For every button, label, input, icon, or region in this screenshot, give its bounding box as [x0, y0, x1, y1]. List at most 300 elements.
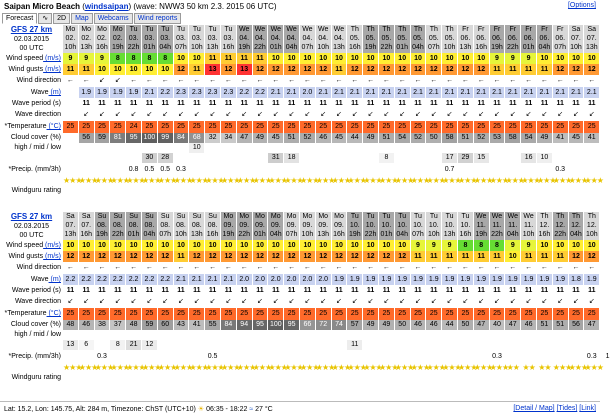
cell: 11 [490, 285, 506, 296]
cell: 49 [537, 133, 553, 143]
label-text: Wave direction [14, 298, 61, 305]
label-text: Windguru rating [11, 374, 61, 381]
cell [379, 340, 395, 350]
tides-link[interactable]: [Tides] [556, 405, 578, 412]
cell [332, 153, 348, 163]
cell: 13 [205, 64, 221, 75]
cell: 10 [458, 53, 474, 64]
cell: 56 [569, 320, 585, 330]
cell [474, 330, 490, 340]
rating-stars: ★★★ [363, 363, 379, 393]
cell [300, 350, 316, 363]
cell: 13h [63, 230, 79, 240]
cell: 0.3 [174, 163, 190, 176]
rating-stars: ★★★ [553, 363, 569, 393]
cell: 0.3 [95, 350, 111, 363]
cell [411, 143, 427, 153]
cell: 58 [505, 133, 521, 143]
cell: 25 [95, 308, 111, 320]
cell: 08. [126, 221, 142, 230]
cell: 11 [537, 251, 553, 262]
cell: 46 [426, 320, 442, 330]
cell: 2.1 [379, 87, 395, 98]
cell: 12 [584, 251, 600, 262]
cell: 06. [458, 34, 474, 43]
cell: 19h [95, 230, 111, 240]
cell [395, 143, 411, 153]
rating-stars: ★★★ [490, 363, 506, 393]
cell: Mo [63, 25, 79, 34]
rating-stars: ★★★ [458, 363, 474, 393]
label-cloud-mid [0, 143, 63, 153]
cell: 11 [284, 285, 300, 296]
wind-arrow-icon: ← [395, 262, 411, 274]
cell: 25 [158, 121, 174, 133]
cell: 02. [110, 34, 126, 43]
rating-stars: ★★★ [474, 363, 490, 393]
cell: 22h [490, 230, 506, 240]
cell: 2.1 [442, 87, 458, 98]
cell: 11 [158, 98, 174, 109]
cell: 04h [505, 230, 521, 240]
wave-arrow-icon: ↙ [442, 109, 458, 121]
label-wind-speed [0, 240, 63, 251]
cell [189, 163, 205, 176]
cell: 2.2 [79, 274, 95, 285]
cell [505, 153, 521, 163]
rating-stars: ★★ [537, 363, 553, 393]
cell: 25 [411, 308, 427, 320]
cell: 11 [205, 53, 221, 64]
cell: Tu [221, 25, 237, 34]
cell: 12 [553, 64, 569, 75]
cell: 2.3 [205, 87, 221, 98]
cell [221, 163, 237, 176]
cell: 01h [395, 43, 411, 53]
cell: 2.2 [253, 87, 269, 98]
row-wind-speed [0, 53, 600, 64]
cell: Mo [79, 25, 95, 34]
cell: 07h [284, 230, 300, 240]
detail-map-link[interactable]: [Detail / Map] [513, 405, 555, 412]
row-wave-dir [0, 109, 600, 121]
cell: 1 [600, 350, 616, 363]
cell: 11 [253, 98, 269, 109]
cell: 16h [205, 230, 221, 240]
cell: 11 [316, 285, 332, 296]
cell: 45 [268, 133, 284, 143]
cell [110, 143, 126, 153]
cell: 04. [237, 34, 253, 43]
rating-stars: ★★★ [284, 176, 300, 206]
wind-arrow-icon: ← [79, 262, 95, 274]
cell: 07. [569, 34, 585, 43]
label-wave [0, 87, 63, 98]
cell [253, 143, 269, 153]
cell [442, 330, 458, 340]
cell [395, 350, 411, 363]
cell: 1.9 [332, 274, 348, 285]
cell [316, 330, 332, 340]
rating-stars: ★★★ [158, 176, 174, 206]
cell: 11 [284, 98, 300, 109]
cell [569, 330, 585, 340]
cell: 03. [189, 34, 205, 43]
cell [537, 340, 553, 350]
cell: 04. [300, 34, 316, 43]
cell: 45 [569, 133, 585, 143]
cell: 9 [490, 53, 506, 64]
cell: 05. [442, 34, 458, 43]
label-temp [0, 308, 63, 320]
rating-stars: ★★★ [569, 176, 585, 206]
cell [569, 143, 585, 153]
cell: 25 [490, 121, 506, 133]
cell: 25 [205, 308, 221, 320]
cell: 9 [505, 53, 521, 64]
cell [221, 143, 237, 153]
cell: 84 [221, 320, 237, 330]
cell: Fr [490, 25, 506, 34]
label-wind-gusts [0, 64, 63, 75]
cell: 03. [174, 34, 190, 43]
rating-stars: ★★★ [268, 176, 284, 206]
rating-stars: ★★★ [442, 363, 458, 393]
cell: 11 [395, 285, 411, 296]
wind-arrow-icon: ← [379, 262, 395, 274]
wave-info: (wave: NWW3 50 km 2.3. 2015 06 UTC) [133, 2, 277, 11]
cell: 10 [505, 251, 521, 262]
cell: 12 [158, 251, 174, 262]
wind-arrow-icon: ← [142, 75, 158, 87]
cell: 22h [126, 43, 142, 53]
rating-stars: ★★★ [347, 363, 363, 393]
cell [63, 163, 79, 176]
cell: 25 [126, 308, 142, 320]
cell: Mo [316, 212, 332, 221]
cell [268, 330, 284, 340]
cell: 9 [95, 53, 111, 64]
model-link[interactable]: GFS 27 km [10, 25, 53, 34]
wind-arrow-icon: ← [158, 262, 174, 274]
cell: 49 [363, 320, 379, 330]
cell: 9 [426, 240, 442, 251]
cell: 11 [268, 285, 284, 296]
rating-stars: ★★★ [411, 176, 427, 206]
tab-2d[interactable]: 2D [53, 13, 70, 24]
model-link[interactable]: GFS 27 km [10, 212, 53, 221]
cell: Mo [268, 212, 284, 221]
cell: 12 [379, 251, 395, 262]
wind-arrow-icon: ← [395, 75, 411, 87]
cell: 12 [347, 64, 363, 75]
cell: Su [110, 212, 126, 221]
cell: 10 [189, 240, 205, 251]
label-unit-link[interactable]: (°C) [46, 310, 61, 317]
cell [379, 330, 395, 340]
label-text: *Temperature [4, 310, 47, 317]
cell: 8 [142, 53, 158, 64]
cell: 25 [458, 308, 474, 320]
wave-arrow-icon: ↙ [110, 109, 126, 121]
wave-arrow-icon: ↙ [553, 109, 569, 121]
cell: 11 [569, 98, 585, 109]
user-link[interactable]: windsaipan [84, 2, 129, 11]
cell: 25 [347, 308, 363, 320]
cell: 25 [395, 308, 411, 320]
cell: 0.3 [584, 350, 600, 363]
cell: Mo [300, 212, 316, 221]
wave-arrow-icon: ↙ [505, 296, 521, 308]
cell: 04h [268, 230, 284, 240]
label-unit-link[interactable]: (m/s) [43, 55, 61, 62]
cell [300, 153, 316, 163]
wind-arrow-icon: ← [569, 75, 585, 87]
cell: 07h [553, 43, 569, 53]
tab-graph[interactable]: ∿ [38, 13, 52, 24]
cell: 10 [126, 240, 142, 251]
wind-arrow-icon: ← [237, 75, 253, 87]
cell: 1.9 [584, 274, 600, 285]
cell: 06. [553, 34, 569, 43]
cell: 25 [332, 121, 348, 133]
row-period [0, 285, 600, 296]
wind-arrow-icon: ← [126, 262, 142, 274]
location-info [4, 405, 273, 413]
cell: 10. [347, 221, 363, 230]
cell: 11 [79, 285, 95, 296]
wind-arrow-icon: ← [300, 75, 316, 87]
cell: 8 [474, 240, 490, 251]
row-days [0, 25, 600, 34]
cell [395, 163, 411, 176]
cell: 10 [284, 53, 300, 64]
cell: 10 [142, 240, 158, 251]
cell: 12 [237, 251, 253, 262]
tab-webcams[interactable]: Webcams [94, 13, 133, 24]
label-unit-link[interactable]: (m) [48, 276, 61, 283]
cell [95, 153, 111, 163]
label-unit-link[interactable]: (m/s) [43, 66, 61, 73]
cell: 25 [110, 308, 126, 320]
row-precip [0, 350, 610, 363]
cell: 1.9 [490, 274, 506, 285]
rating-stars: ★★★ [300, 363, 316, 393]
cell: 1.9 [79, 87, 95, 98]
cell: 11 [126, 98, 142, 109]
wave-arrow-icon: ↙ [474, 296, 490, 308]
wave-arrow-icon: ↙ [221, 296, 237, 308]
cell: 11 [426, 285, 442, 296]
rating-stars: ★★★ [126, 363, 142, 393]
cell [63, 133, 79, 143]
cell [253, 153, 269, 163]
cell: 84 [174, 133, 190, 143]
cell: 11 [174, 285, 190, 296]
wave-arrow-icon: ↙ [126, 109, 142, 121]
cell: 10 [363, 240, 379, 251]
cell: 25 [379, 121, 395, 133]
cell: 8 [126, 53, 142, 64]
cell [63, 98, 79, 109]
cell: 34 [221, 133, 237, 143]
cell: 04h [284, 43, 300, 53]
label-wave-dir [0, 296, 63, 308]
wave-arrow-icon: ↙ [174, 109, 190, 121]
label-unit-link[interactable]: (m/s) [43, 253, 61, 260]
cell: Tu [126, 25, 142, 34]
cell: 09. [316, 221, 332, 230]
cell: 25 [474, 121, 490, 133]
label-period [0, 98, 63, 109]
sea-temp: 27 °C [255, 406, 273, 413]
cell: 2.1 [426, 87, 442, 98]
cell: 25 [253, 308, 269, 320]
cell: 10 [332, 240, 348, 251]
model-utc: 00 UTC [19, 45, 44, 52]
cell: 25 [158, 308, 174, 320]
cell: 1.9 [95, 87, 111, 98]
wind-arrow-icon: ← [63, 262, 79, 274]
cell [158, 350, 174, 363]
tab-bar [2, 13, 181, 24]
cell: 11 [584, 98, 600, 109]
label-text: Wind gusts [8, 66, 44, 73]
wind-arrow-icon: ← [253, 262, 269, 274]
cell: 25 [63, 308, 79, 320]
wind-arrow-icon: ← [553, 262, 569, 274]
options-link[interactable]: [Options] [567, 2, 596, 9]
wave-arrow-icon: ↙ [521, 296, 537, 308]
rating-stars: ★★★ [142, 363, 158, 393]
wind-arrow-icon: ← [316, 75, 332, 87]
wind-arrow-icon: ← [63, 75, 79, 87]
row-cloud-low [0, 340, 600, 350]
model-date: 02.03.2015 [13, 223, 50, 230]
cell: 25 [300, 121, 316, 133]
rating-stars: ★★★ [110, 176, 126, 206]
cell [253, 340, 269, 350]
cell: 11 [521, 64, 537, 75]
label-text: Wave period (s) [11, 100, 61, 107]
cell: Fr [474, 25, 490, 34]
tab-map[interactable]: Map [71, 13, 93, 24]
cell: 11 [521, 251, 537, 262]
label-unit-link[interactable]: (°C) [46, 123, 61, 130]
wind-arrow-icon: ← [537, 75, 553, 87]
cell [95, 143, 111, 153]
cell: Tu [458, 212, 474, 221]
cell [63, 330, 79, 340]
cell [316, 340, 332, 350]
cell: 2.1 [332, 87, 348, 98]
label-period [0, 285, 63, 296]
wave-arrow-icon: ↙ [268, 296, 284, 308]
cell: 12. [584, 221, 600, 230]
tab-forecast[interactable]: Forecast [2, 13, 37, 24]
cell: 11 [411, 285, 427, 296]
label-text: Wave period (s) [11, 287, 61, 294]
cell: 16h [79, 230, 95, 240]
cell: 08. [95, 221, 111, 230]
wave-arrow-icon: ↙ [537, 296, 553, 308]
cell: 07h [300, 43, 316, 53]
cell [505, 340, 521, 350]
wind-arrow-icon: ← [284, 262, 300, 274]
cell: 0.8 [126, 163, 142, 176]
wave-arrow-icon: ↙ [253, 296, 269, 308]
cell: 8 [158, 53, 174, 64]
label-rating [0, 176, 63, 206]
cell: 11 [253, 285, 269, 296]
cell: 2.3 [189, 87, 205, 98]
cell: We [253, 25, 269, 34]
wind-arrow-icon: ← [142, 262, 158, 274]
cell: 2.2 [95, 274, 111, 285]
cell [316, 143, 332, 153]
wind-arrow-icon: ← [426, 262, 442, 274]
cell: 99 [158, 133, 174, 143]
wave-arrow-icon: ↙ [142, 109, 158, 121]
title-line: Saipan Micro Beach (windsaipan) (wave: NWW3 50 km 2.3. 2015 06 UTC) [4, 2, 277, 11]
cell: 11 [174, 98, 190, 109]
cell: 11 [584, 285, 600, 296]
cell: 08. [174, 221, 190, 230]
cell: 21 [126, 340, 142, 350]
label-unit-link[interactable]: (m) [48, 89, 61, 96]
cell: 25 [237, 121, 253, 133]
cell: 12 [442, 64, 458, 75]
cell: We [490, 212, 506, 221]
tab-wind-reports[interactable]: Wind reports [134, 13, 182, 24]
cell: 13h [458, 43, 474, 53]
cell [79, 350, 95, 363]
sun-times: 06:35 - 18:22 [206, 406, 248, 413]
cell [426, 153, 442, 163]
cell [189, 153, 205, 163]
cell: 19h [110, 43, 126, 53]
cell: 07. [79, 221, 95, 230]
cell: 2.1 [537, 87, 553, 98]
cell: 8 [110, 340, 126, 350]
cell: 1.9 [379, 274, 395, 285]
cell [521, 143, 537, 153]
cell: Mo [110, 25, 126, 34]
wind-arrow-icon: ← [237, 262, 253, 274]
cell: 05. [395, 34, 411, 43]
label-unit-link[interactable]: (m/s) [43, 242, 61, 249]
cell: 44 [347, 133, 363, 143]
cell: We [316, 25, 332, 34]
wave-arrow-icon: ↙ [584, 109, 600, 121]
rating-stars: ★★★ [490, 176, 506, 206]
cell: 0.3 [553, 163, 569, 176]
wind-arrow-icon: ← [158, 75, 174, 87]
cell: 11 [426, 251, 442, 262]
cell: 12 [110, 251, 126, 262]
label-text: Windguru rating [11, 187, 61, 194]
cell: We [284, 25, 300, 34]
wind-arrow-icon: ← [584, 262, 600, 274]
cell: 25 [174, 308, 190, 320]
cell: 1.9 [537, 274, 553, 285]
cell: 2.3 [174, 87, 190, 98]
link-link[interactable]: [Link] [579, 405, 596, 412]
cell: 12 [95, 251, 111, 262]
cell: 11 [442, 285, 458, 296]
cell: 25 [189, 121, 205, 133]
sea-temp-icon: ≈ [249, 406, 254, 413]
